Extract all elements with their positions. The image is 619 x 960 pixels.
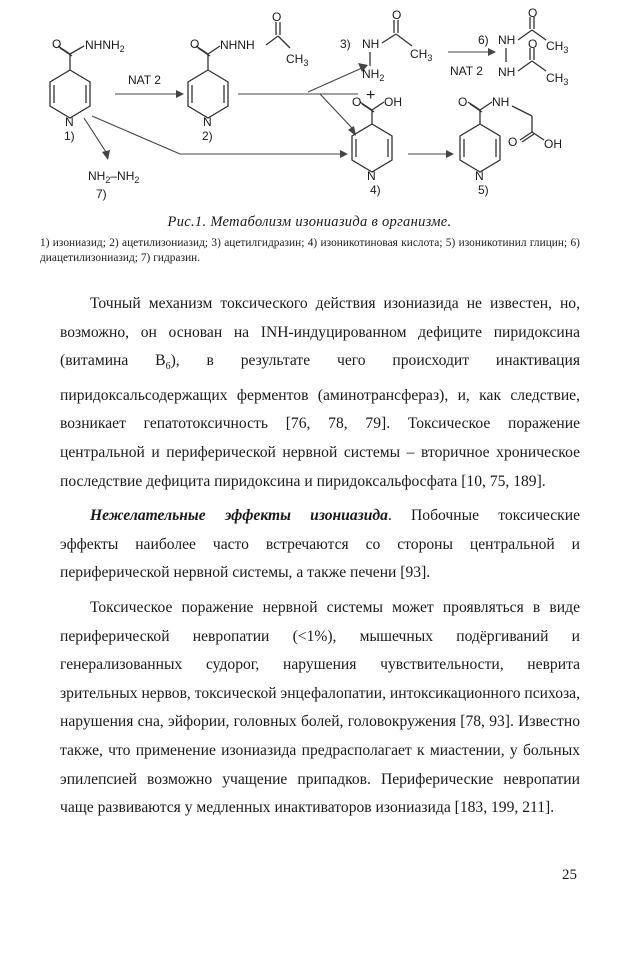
methyl-label: $CH_3$ xyxy=(286,52,309,68)
body-text xyxy=(60,290,580,823)
paragraph-3: Токсическое поражение нервной системы может проявляться в виде периферической невропатии (<1%), мышечных подёргиваний и генерализованных судорог, нарушения чувствительности, неврита зрительных нервов, токсической энцефалопатии, интоксикационного психоза, нарушения сна, эйфории, головных болей, головокружения [78, 93]. Известно также, что применение изониазида предрасполагает к миастении, у больных эпилепсией возможно учащение припадков. Периферические невропатии чаще развиваются у медленных инактиваторов изониазида [183, 199, 211]. xyxy=(60,599,580,817)
compound-number-7: 7) xyxy=(96,187,107,201)
figure-title: Метаболизм изониазида в организме. xyxy=(210,214,452,230)
svg-text:NH: NH xyxy=(362,37,380,51)
compound-acetylhydrazine xyxy=(340,8,432,104)
svg-text:O: O xyxy=(190,37,200,51)
metabolism-scheme xyxy=(40,8,600,208)
svg-text:OH: OH xyxy=(544,137,562,151)
ring-nitrogen-label: N xyxy=(65,115,74,129)
page-number: 25 xyxy=(562,867,577,883)
compound-isonicotinic-acid xyxy=(352,95,402,197)
hydrazine-formula: $NH_2-NH_2$ xyxy=(88,169,140,185)
paragraph-1: Точный механизм токсического действия изониазида не известен, но, возможно, он основан на INH-индуцированном дефиците пиридоксина (витамина $B_6$), в результате чего происходит инактивация пиридоксальсодержащих ферментов (аминотрансфераз), и, как следствие, возникает гепатотоксичность [76, 78, 79]. Токсическое поражение центральной и периферической нервной системы – вторичное хроническое последствие дефицита пиридоксина и пиридоксальфосфата [10, 75, 189]. xyxy=(60,295,580,490)
svg-text:O: O xyxy=(392,8,402,22)
svg-text:N: N xyxy=(367,169,376,183)
svg-text:NH: NH xyxy=(498,33,516,47)
svg-text:NH: NH xyxy=(492,95,510,109)
svg-text:NH2: $NH_2$ xyxy=(362,67,385,83)
compound-acetylisoniazid xyxy=(188,10,308,143)
figure-number: Рис.1. xyxy=(167,214,207,230)
svg-text:O: O xyxy=(352,95,362,109)
svg-text:O: O xyxy=(458,95,468,109)
compound-number-5: 5) xyxy=(478,183,489,197)
svg-text:N: N xyxy=(203,115,212,129)
svg-text:CH3: $CH_3$ xyxy=(410,47,433,63)
compound-isoniazid xyxy=(50,37,125,143)
plus-sign: + xyxy=(366,87,376,104)
svg-text:CH3: $CH_3$ xyxy=(546,71,569,87)
oxygen-label: O xyxy=(52,37,62,51)
svg-text:CH3: $CH_3$ xyxy=(546,39,569,55)
acetylisoniazid-hydrazide-label: NHNH xyxy=(220,38,255,52)
svg-text:OH: OH xyxy=(384,95,402,109)
svg-text:O: O xyxy=(272,10,282,24)
compound-number-4: 4) xyxy=(370,183,381,197)
compound-number-6: 6) xyxy=(478,33,489,47)
svg-text:NH: NH xyxy=(498,65,516,79)
svg-text:O: O xyxy=(528,8,538,20)
compound-number-1: 1) xyxy=(64,129,75,143)
isoniazid-hydrazide-label: $NHNH_2$ xyxy=(85,38,125,54)
svg-text:N: N xyxy=(475,169,484,183)
figure-legend: 1) изониазид; 2) ацетилизониазид; 3) ацетилгидразин; 4) изоникотиновая кислота; 5) изоникотинил глицин; 6) диацетилизониазид; 7) гидразин. xyxy=(40,237,580,264)
enzyme-label-nat2: NAT 2 xyxy=(128,73,161,87)
figure-caption xyxy=(0,214,619,231)
enzyme-label-nat2-second: NAT 2 xyxy=(450,64,483,78)
compound-hydrazine xyxy=(88,169,139,201)
compound-number-3: 3) xyxy=(340,37,351,51)
paragraph-2: Нежелательные эффекты изониазида. Побочные токсические эффекты наиболее часто встречаются со стороны центральной и периферической нервной системы, а также печени [93]. xyxy=(60,507,580,582)
section-heading-inline: Нежелательные эффекты изониазида xyxy=(90,507,388,525)
svg-text:O: O xyxy=(508,135,518,149)
compound-number-2: 2) xyxy=(202,129,213,143)
svg-text:O: O xyxy=(528,37,538,51)
compound-diacetyl xyxy=(478,8,568,87)
compound-isonicotinyl-glycine xyxy=(458,95,562,197)
